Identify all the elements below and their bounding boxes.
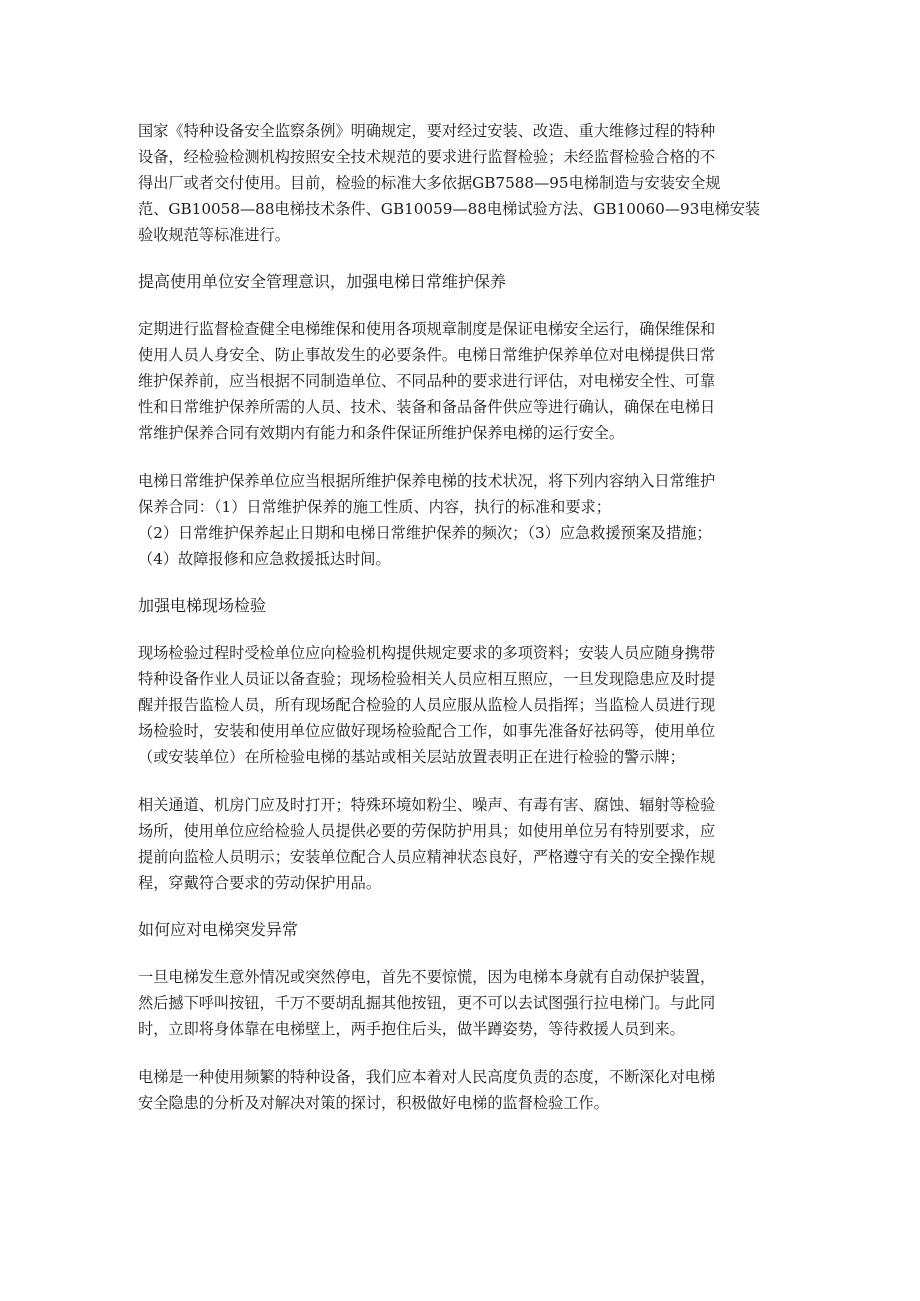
text-line: 电梯日常维护保养单位应当根据所维护保养电梯的技术状况，将下列内容纳入日常维护 [138, 472, 716, 490]
paragraph-conclusion [138, 1064, 790, 1116]
text-line: （或安装单位）在所检验电梯的基站或相关层站放置表明正在进行检验的警示牌； [138, 748, 685, 766]
text-line: 性和日常维护保养所需的人员、技术、装备和备品备件供应等进行确认，确保在电梯日 [138, 398, 716, 416]
text-line: 电梯是一种使用频繁的特种设备，我们应本着对人民高度负责的态度，不断深化对电梯 [138, 1068, 716, 1086]
text-line: （2）日常维护保养起止日期和电梯日常维护保养的频次；（3）应急救援预案及措施； [138, 524, 712, 542]
text-line: 安全隐患的分析及对解决对策的探讨，积极做好电梯的监督检验工作。 [138, 1094, 609, 1112]
text-line: 范、GB10058—88电梯技术条件、GB10059—88电梯试验方法、GB10060—93电梯安装 [138, 200, 761, 218]
paragraph-maintenance-rules [138, 316, 790, 446]
section-heading-onsite-inspection: 加强电梯现场检验 [138, 596, 267, 615]
section-heading-maintenance: 提高使用单位安全管理意识，加强电梯日常维护保养 [138, 272, 507, 291]
text-line: 定期进行监督检查健全电梯维保和使用各项规章制度是保证电梯安全运行，确保维保和 [138, 320, 716, 338]
text-line: 得出厂或者交付使用。目前，检验的标准大多依据GB7588—95电梯制造与安装安全规 [138, 174, 721, 192]
text-line: 场检验时，安装和使用单位应做好现场检验配合工作，如事先准备好祛码等，使用单位 [138, 722, 716, 740]
text-line: 设备，经检验检测机构按照安全技术规范的要求进行监督检验；未经监督检验合格的不 [138, 148, 716, 166]
paragraph-emergency-response [138, 964, 790, 1042]
text-line: 常维护保养合同有效期内有能力和条件保证所维护保养电梯的运行安全。 [138, 424, 624, 442]
text-line: 时，立即将身体靠在电梯壁上，两手抱住后头，做半蹲姿势，等待救援人员到来。 [138, 1020, 685, 1038]
text-line: 然后撼下呼叫按钮，千万不要胡乱掘其他按钮，更不可以去试图强行拉电梯门。与此同 [138, 994, 716, 1012]
text-line: 醒并报告监检人员，所有现场配合检验的人员应服从监检人员指挥；当监检人员进行现 [138, 696, 716, 714]
text-line: 一旦电梯发生意外情况或突然停电，首先不要惊慌，因为电梯本身就有自动保护装置， [138, 968, 716, 986]
text-line: 相关通道、机房门应及时打开；特殊环境如粉尘、噪声、有毒有害、腐蚀、辐射等检验 [138, 796, 716, 814]
text-line: 提前向监检人员明示；安装单位配合人员应精神状态良好，严格遵守有关的安全操作规 [138, 848, 716, 866]
section-heading-emergency: 如何应对电梯突发异常 [138, 920, 299, 939]
text-line: 使用人员人身安全、防止事故发生的必要条件。电梯日常维护保养单位对电梯提供日常 [138, 346, 716, 364]
text-line: 程，穿戴符合要求的劳动保护用品。 [138, 874, 381, 892]
text-line: （4）故障报修和应急救援抵达时间。 [138, 550, 391, 568]
paragraph-onsite-environment [138, 792, 790, 896]
paragraph-onsite-inspection [138, 640, 790, 770]
document-body [138, 118, 790, 1116]
text-line: 现场检验过程时受检单位应向检验机构提供规定要求的多项资料；安装人员应随身携带 [138, 644, 716, 662]
text-line: 场所，使用单位应给检验人员提供必要的劳保防护用具；如使用单位另有特别要求，应 [138, 822, 716, 840]
text-line: 维护保养前，应当根据不同制造单位、不同品种的要求进行评估，对电梯安全性、可靠 [138, 372, 716, 390]
text-line: 国家《特种设备安全监察条例》明确规定，要对经过安装、改造、重大维修过程的特种 [138, 122, 716, 140]
text-line: 特种设备作业人员证以备查验；现场检验相关人员应相互照应，一旦发现隐患应及时提 [138, 670, 716, 688]
text-line: 验收规范等标准进行。 [138, 226, 290, 244]
paragraph-regulation-intro [138, 118, 790, 248]
paragraph-maintenance-contract [138, 468, 790, 572]
text-line: 保养合同：（1）日常维护保养的施工性质、内容，执行的标准和要求； [138, 498, 611, 516]
